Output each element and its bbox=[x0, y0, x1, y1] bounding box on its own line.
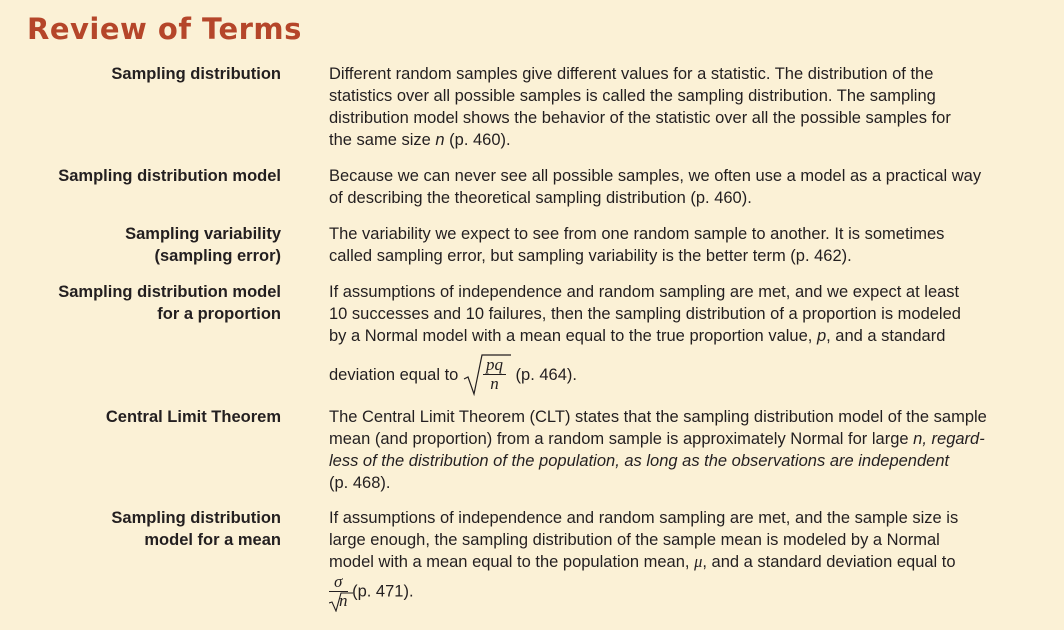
text-run: mean (and proportion) from a random sample is approximately Normal for large bbox=[329, 430, 914, 448]
fraction-numerator: σ bbox=[329, 573, 348, 592]
definition-line: The Central Limit Theorem (CLT) states that the sampling distribution model of the sample bbox=[329, 408, 987, 426]
term-label bbox=[111, 507, 281, 551]
formula-line bbox=[329, 353, 1054, 397]
definition-line: If assumptions of independence and random sampling are met, and we expect at least bbox=[329, 283, 960, 301]
term-text: for a proportion bbox=[157, 305, 281, 323]
definition-line bbox=[329, 450, 1054, 472]
term-definition bbox=[329, 281, 1054, 397]
term-text: Sampling distribution bbox=[111, 65, 281, 83]
radical-sign-icon bbox=[329, 592, 353, 612]
term-definition bbox=[329, 406, 1054, 494]
fraction bbox=[329, 573, 348, 610]
square-root-formula bbox=[463, 353, 511, 397]
term-text: Central Limit Theorem bbox=[105, 408, 281, 426]
definition-line: Because we can never see all possible samples, we often use a model as a practical way bbox=[329, 167, 982, 185]
definition-line: large enough, the sampling distribution of the sample mean is modeled by a Normal bbox=[329, 531, 940, 549]
term-label bbox=[111, 63, 281, 85]
formula-line bbox=[329, 573, 1054, 617]
term-label bbox=[58, 165, 281, 187]
definition-line: If assumptions of independence and random sampling are met, and the sample size is bbox=[329, 509, 959, 527]
term-text: Sampling distribution model bbox=[58, 283, 281, 301]
definition-line: Different random samples give different values for a statistic. The distribution of the bbox=[329, 65, 934, 83]
page-title: Review of Terms bbox=[27, 12, 302, 46]
text-run: (p. 460). bbox=[444, 131, 511, 149]
term-definition bbox=[329, 165, 1054, 209]
term-text: model for a mean bbox=[144, 531, 281, 549]
term-text: (sampling error) bbox=[154, 247, 281, 265]
math-variable: n bbox=[913, 430, 923, 448]
text-run: the same size bbox=[329, 131, 436, 149]
fraction bbox=[483, 356, 506, 393]
definition-line bbox=[329, 428, 1054, 450]
definition-line: (p. 468). bbox=[329, 474, 391, 492]
text-run: , and a standard deviation equal to bbox=[702, 553, 956, 571]
math-variable: μ bbox=[694, 552, 703, 571]
text-run: by a Normal model with a mean equal to the true proportion value, bbox=[329, 327, 817, 345]
definition-line: The variability we expect to see from one random sample to another. It is sometimes bbox=[329, 225, 945, 243]
text-run: (p. 464). bbox=[510, 366, 577, 384]
fraction-denominator: n bbox=[490, 374, 499, 393]
term-definition bbox=[329, 223, 1054, 267]
term-definition bbox=[329, 507, 1054, 617]
text-run: (p. 471). bbox=[347, 582, 414, 601]
term-label bbox=[106, 406, 281, 428]
fraction-numerator: pq bbox=[483, 356, 506, 375]
definition-line: 10 successes and 10 failures, then the sampling distribution of a proportion is modeled bbox=[329, 305, 961, 323]
term-text: Sampling variability bbox=[125, 225, 281, 243]
definition-line: of describing the theoretical sampling distribution (p. 460). bbox=[329, 189, 752, 207]
radicand: n bbox=[339, 591, 348, 610]
definition-line bbox=[329, 551, 1054, 573]
math-variable: p bbox=[816, 327, 827, 345]
term-definition bbox=[329, 63, 1054, 151]
definition-line: called sampling error, but sampling variability is the better term (p. 462). bbox=[329, 247, 852, 265]
term-label bbox=[125, 223, 281, 267]
definition-line bbox=[329, 325, 1054, 347]
definition-line bbox=[329, 129, 1054, 151]
italic-run: less of the distribution of the population, as long as the observations are independent bbox=[329, 452, 950, 470]
definition-line: distribution model shows the behavior of the statistic over all the possible samples for bbox=[329, 109, 951, 127]
definition-line: statistics over all possible samples is called the sampling distribution. The sampling bbox=[329, 87, 936, 105]
term-text: Sampling distribution model bbox=[58, 167, 281, 185]
text-run: , and a standard bbox=[826, 327, 946, 345]
term-label bbox=[58, 281, 281, 325]
italic-run: , regard- bbox=[922, 430, 985, 448]
term-text: Sampling distribution bbox=[111, 509, 281, 527]
text-run: deviation equal to bbox=[329, 366, 463, 384]
text-run: model with a mean equal to the population mean, bbox=[329, 553, 695, 571]
math-variable: n bbox=[435, 131, 445, 149]
fraction-denominator bbox=[329, 592, 348, 610]
